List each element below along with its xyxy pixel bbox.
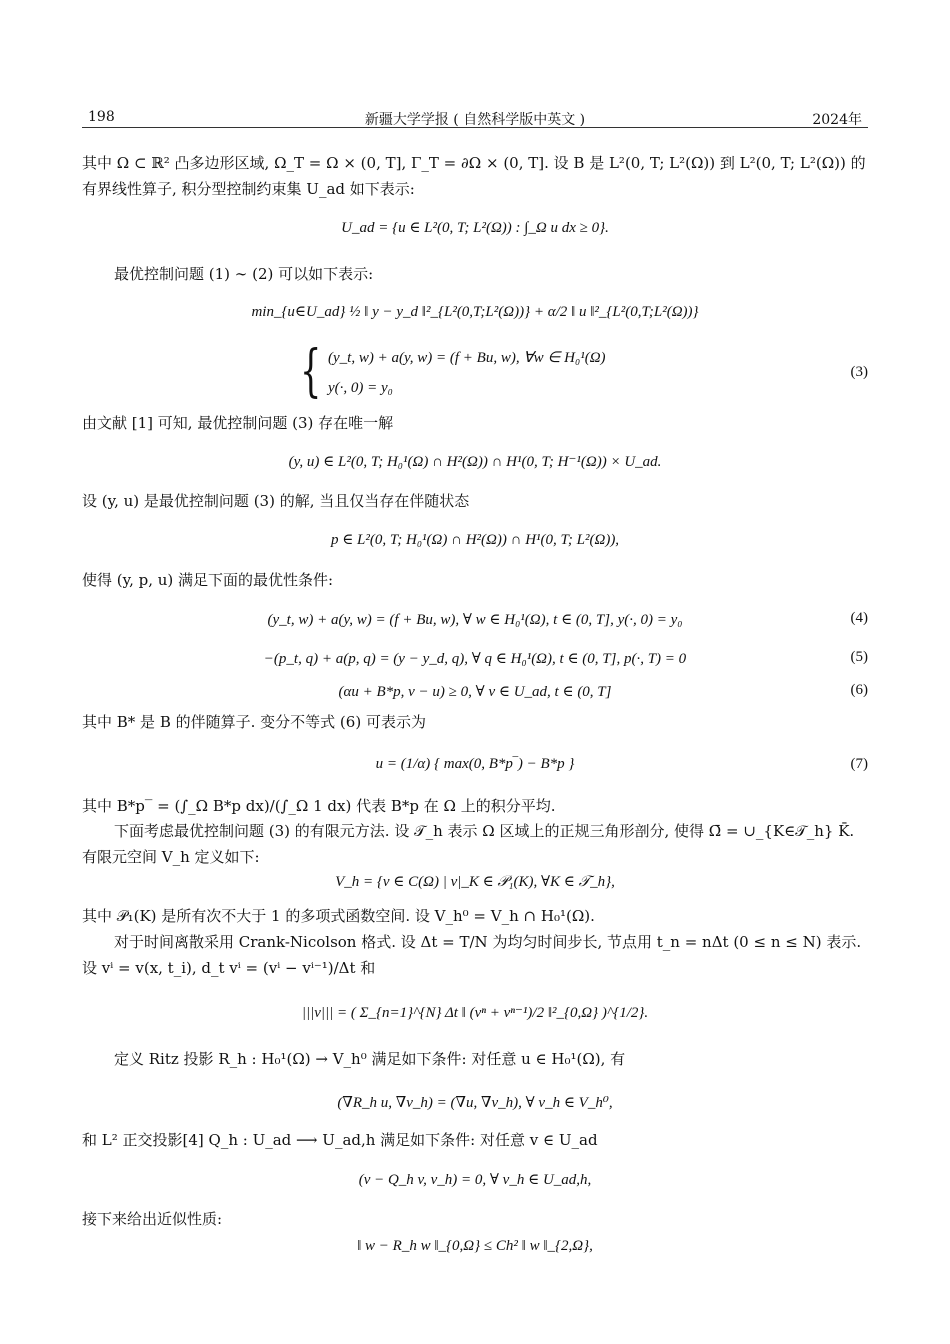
equation-number-6: (6) xyxy=(850,682,868,698)
equation-ritz: (∇R_h u, ∇v_h) = (∇u, ∇v_h), ∀ v_h ∈ V_h⁰, xyxy=(337,1095,613,1111)
equation-adjoint-space: p ∈ L²(0, T; H₀¹(Ω) ∩ H²(Ω)) ∩ H¹(0, T; L²(Ω)), xyxy=(330,532,620,548)
paragraph-ritz-projection: 定义 Ritz 投影 R_h : H₀¹(Ω) → V_h⁰ 满足如下条件: 对任意 u ∈ H₀¹(Ω), 有 xyxy=(114,1050,626,1068)
paragraph-adjoint-operator: 其中 B* 是 B 的伴随算子. 变分不等式 (6) 可表示为 xyxy=(82,713,426,731)
equation-solution-space: (y, u) ∈ L²(0, T; H₀¹(Ω) ∩ H²(Ω)) ∩ H¹(0, T; H⁻¹(Ω)) × U_ad. xyxy=(288,454,662,470)
equation-7: u = (1/α) { max(0, B*p‾) − B*p } xyxy=(375,756,575,772)
equation-number-5: (5) xyxy=(850,649,868,665)
equation-6: (αu + B*p, v − u) ≥ 0, ∀ v ∈ U_ad, t ∈ (0, T] xyxy=(338,684,612,700)
paragraph-finite-element: 下面考虑最优控制问题 (3) 的有限元方法. 设 𝒯_h 表示 Ω 区域上的正规三角形剖分, 使得 Ω̄ = ∪_{K∈𝒯_h} K̄. 有限元空间 V_h 定义如下: xyxy=(82,822,855,866)
equation-fe-space: V_h = {v ∈ C(Ω) | v|_K ∈ 𝒫₁(K), ∀K ∈ 𝒯_h}, xyxy=(335,874,615,890)
equation-3-objective: min_{u∈U_ad} ½ ‖ y − y_d ‖²_{L²(0,T;L²(Ω))} + α/2 ‖ u ‖²_{L²(0,T;L²(Ω))} xyxy=(251,304,699,320)
journal-title: 新疆大学学报 ( 自然科学版中英文 ) xyxy=(364,112,586,128)
publication-year: 2024年 xyxy=(812,112,862,128)
paragraph-polynomial-space: 其中 𝒫₁(K) 是所有次不大于 1 的多项式函数空间. 设 V_h⁰ = V_h ∩ H₀¹(Ω). xyxy=(82,907,595,925)
equation-approximation: ‖ w − R_h w ‖_{0,Ω} ≤ Ch² ‖ w ‖_{2,Ω}, xyxy=(357,1238,593,1254)
equation-3-system xyxy=(300,339,720,404)
equation-number-7: (7) xyxy=(850,756,868,772)
paragraph-approximation: 接下来给出近似性质: xyxy=(82,1210,223,1228)
page-number: 198 xyxy=(88,109,115,125)
paragraph-domain-definition: 其中 Ω ⊂ ℝ² 凸多边形区域, Ω_T = Ω × (0, T], Γ_T = ∂Ω × (0, T]. 设 B 是 L²(0, T; L²(Ω)) 到 L²(0, T; L²(Ω)) 的有界线性算子, 积分型控制约束集 U_ad 如下表示: xyxy=(82,154,866,198)
equation-l2-projection: (v − Q_h v, v_h) = 0, ∀ v_h ∈ U_ad,h, xyxy=(358,1172,592,1188)
equation-4: (y_t, w) + a(y, w) = (f + Bu, w), ∀ w ∈ H₀¹(Ω), t ∈ (0, T], y(·, 0) = y₀ xyxy=(267,612,683,628)
equation-number-4: (4) xyxy=(850,610,868,626)
paragraph-integral-average: 其中 B*p‾ = (∫_Ω B*p dx)/(∫_Ω 1 dx) 代表 B*p 在 Ω 上的积分平均. xyxy=(82,797,556,815)
equation-3-initial: y(·, 0) = y₀ xyxy=(328,380,393,396)
paragraph-l2-projection: 和 L² 正交投影[4] Q_h : U_ad ⟶ U_ad,h 满足如下条件: 对任意 v ∈ U_ad xyxy=(82,1131,598,1149)
paragraph-time-discretization: 对于时间离散采用 Crank-Nicolson 格式. 设 Δt = T/N 为均匀时间步长, 节点用 t_n = nΔt (0 ≤ n ≤ N) 表示. 设 vⁱ = v(x, t_i), d_t vⁱ = (vⁱ − vⁱ⁻¹)/Δt 和 xyxy=(82,933,862,977)
equation-discrete-norm: |||v||| = ( Σ_{n=1}^{N} Δt ‖ (vⁿ + vⁿ⁻¹)/2 ‖²_{0,Ω} )^{1/2}. xyxy=(301,1005,649,1021)
paragraph-existence: 由文献 [1] 可知, 最优控制问题 (3) 存在唯一解 xyxy=(82,414,394,432)
equation-3-state: (y_t, w) + a(y, w) = (f + Bu, w), ∀w ∈ H₀¹(Ω) xyxy=(328,350,606,366)
left-brace: { xyxy=(300,339,322,404)
equation-5: −(p_t, q) + a(p, q) = (y − y_d, q), ∀ q ∈ H₀¹(Ω), t ∈ (0, T], p(·, T) = 0 xyxy=(263,651,687,667)
paragraph-problem-intro: 最优控制问题 (1) ∼ (2) 可以如下表示: xyxy=(114,265,374,283)
paragraph-adjoint-intro: 设 (y, u) 是最优控制问题 (3) 的解, 当且仅当存在伴随状态 xyxy=(82,492,470,510)
running-header xyxy=(82,107,868,128)
paragraph-optimality-intro: 使得 (y, p, u) 满足下面的最优性条件: xyxy=(82,571,334,589)
equation-control-set: U_ad = {u ∈ L²(0, T; L²(Ω)) : ∫_Ω u dx ≥ 0}. xyxy=(341,220,609,236)
equation-number-3: (3) xyxy=(850,364,868,380)
